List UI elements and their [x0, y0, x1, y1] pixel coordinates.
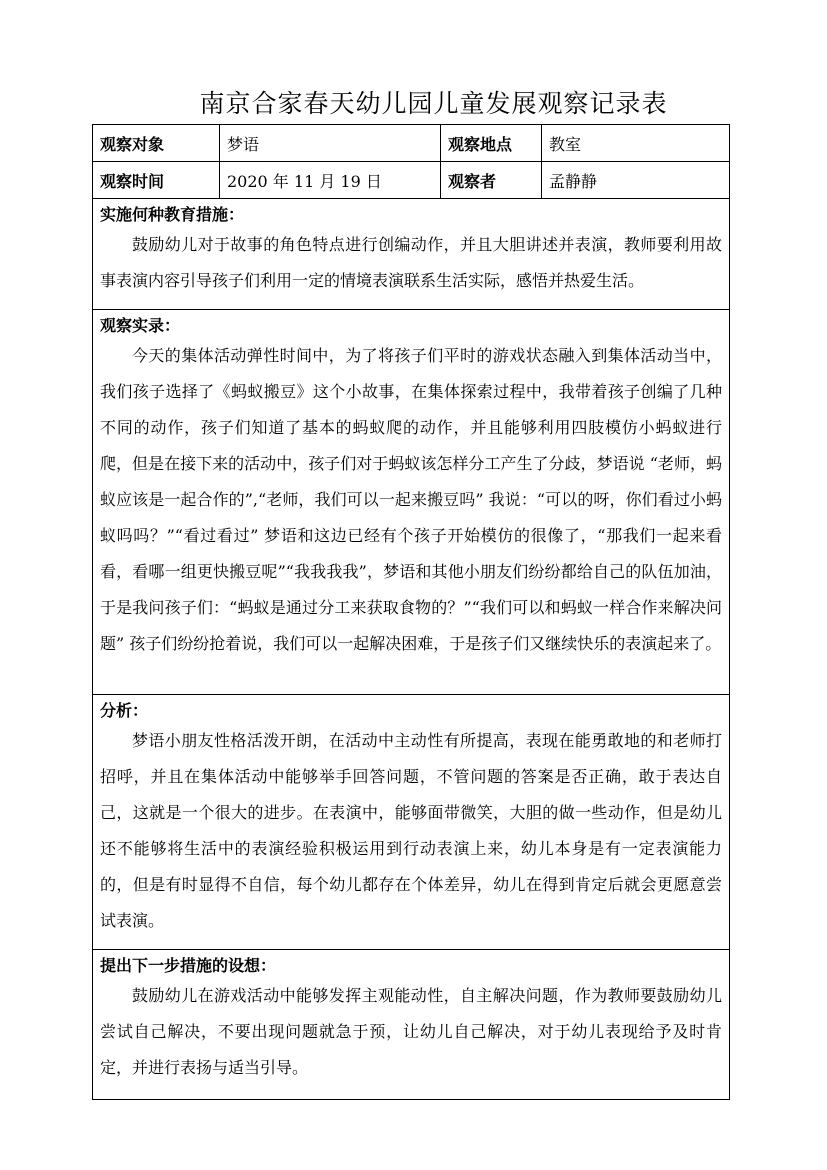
- analysis-body: 梦语小朋友性格活泼开朗，在活动中主动性有所提高，表现在能勇敢地的和老师打招呼，并且在集体活动中能够举手回答问题，不管问题的答案是否正确，敢于表达自己，这就是一个很大的进步。在表演中，能够面带微笑，大胆的做一些动作，但是幼儿还不能够将生活中的表演经验积极运用到行动表演上来，幼儿本身是有一定表演能力的，但是有时显得不自信，每个幼儿都存在个体差异，幼儿在得到肯定后就会更愿意尝试表演。: [100, 731, 722, 930]
- analysis-section: [93, 695, 730, 950]
- subject-value: 梦语: [220, 125, 441, 162]
- record-section: [93, 310, 730, 695]
- time-label: 观察时间: [93, 162, 220, 199]
- observer-value: 孟静静: [542, 162, 730, 199]
- place-label: 观察地点: [441, 125, 542, 162]
- analysis-heading: 分析：: [100, 701, 149, 720]
- next-steps-body: 鼓励幼儿在游戏活动中能够发挥主观能动性，自主解决问题，作为教师要鼓励幼儿尝试自己解决，不要出现问题就急于预，让幼儿自己解决，对于幼儿表现给予及时肯定，并进行表扬与适当引导。: [100, 986, 722, 1077]
- measures-section: [93, 199, 730, 310]
- measures-heading: 实施何种教育措施：: [100, 205, 245, 224]
- observation-table: [92, 124, 730, 1100]
- subject-label: 观察对象: [93, 125, 220, 162]
- record-heading: 观察实录：: [100, 316, 181, 335]
- measures-body: 鼓励幼儿对于故事的角色特点进行创编动作，并且大胆讲述并表演，教师要利用故事表演内容引导孩子们利用一定的情境表演联系生活实际，感悟并热爱生活。: [100, 235, 722, 290]
- observer-label: 观察者: [441, 162, 542, 199]
- next-steps-heading: 提出下一步措施的设想：: [100, 956, 277, 975]
- next-steps-section: [93, 950, 730, 1100]
- time-value: 2020 年 11 月 19 日: [220, 162, 441, 199]
- info-row-2: [93, 162, 730, 199]
- info-row-1: [93, 125, 730, 162]
- place-value: 教室: [542, 125, 730, 162]
- page-title: 南京合家春天幼儿园儿童发展观察记录表: [199, 89, 668, 118]
- record-body: 今天的集体活动弹性时间中，为了将孩子们平时的游戏状态融入到集体活动当中，我们孩子选择了《蚂蚁搬豆》这个小故事，在集体探索过程中，我带着孩子创编了几种不同的动作，孩子们知道了基本的蚂蚁爬的动作，并且能够利用四肢模仿小蚂蚁进行爬，但是在接下来的活动中，孩子们对于蚂蚁该怎样分工产生了分歧，梦语说 “老师，蚂蚁应该是一起合作的”,“老师，我们可以一起来搬豆吗” 我说：“可以的呀，你们看过小蚂蚁吗吗？”“看过看过” 梦语和这边已经有个孩子开始模仿的很像了，“那我们一起来看看，看哪一组更快搬豆呢”“我我我我”，梦语和其他小朋友们纷纷都给自己的队伍加油，于是我问孩子们：“蚂蚁是通过分工来获取食物的？”“我们可以和蚂蚁一样合作来解决问题” 孩子们纷纷抢着说，我们可以一起解决困难，于是孩子们又继续快乐的表演起来了。: [100, 346, 722, 653]
